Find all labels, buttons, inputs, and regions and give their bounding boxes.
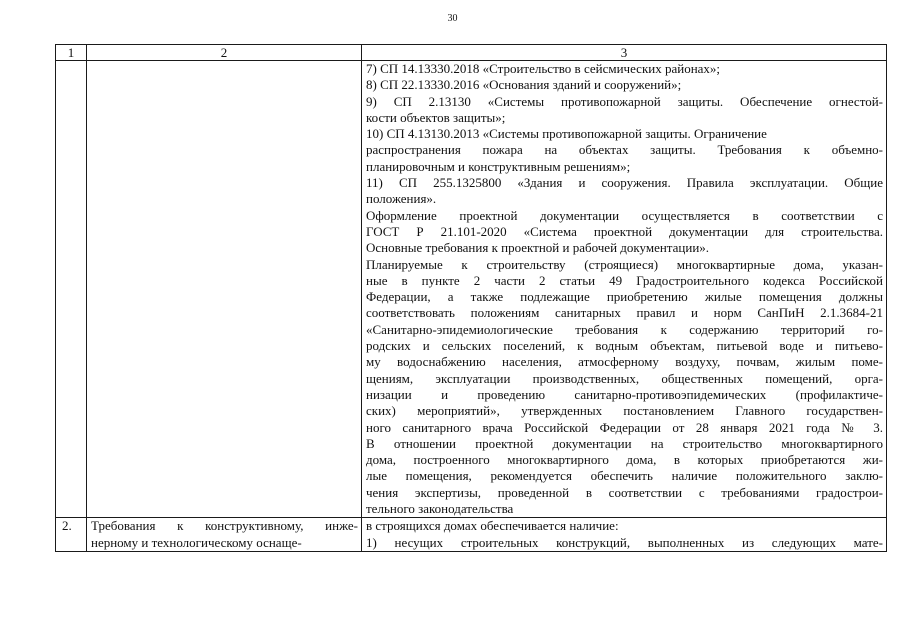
page-number: 30 [447, 13, 458, 24]
text-line: ного санитарного врача Российской Федерации от 28 января 2021 года № 3. [366, 419, 883, 435]
text-line: в строящихся домах обеспечивается наличие: [366, 518, 619, 534]
text-line: родских и сельских поселений, к водным объектам, питьевой воде и питьево- [366, 338, 883, 354]
text-line: распространения пожара на объектах защиты. Требования к объемно- [366, 142, 883, 158]
text-line: 7) СП 14.13330.2018 «Строительство в сейсмических районах»; [366, 61, 721, 76]
text-line: В отношении проектной документации на строительство многоквартирного [366, 435, 883, 451]
title-line: нерному и технологическому оснаще- [91, 534, 302, 550]
title-line: Требования к конструктивному, инже- [91, 518, 358, 534]
row-title-cell [87, 61, 362, 518]
column-header-1: 1 [56, 45, 87, 61]
column-header-2: 2 [87, 45, 362, 61]
table-row-2 [56, 518, 887, 552]
text-line: чения экспертизы, проведенной в соответствии с требованиями градострои- [366, 484, 883, 500]
text-line: му водоснабжению населения, атмосферному воздуху, почвам, жилым поме- [366, 354, 883, 370]
text-line: Планируемые к строительству (строящиеся) многоквартирные дома, указан- [366, 256, 883, 272]
row-text-cell [362, 518, 887, 552]
text-line: 9) СП 2.13130 «Системы противопожарной защиты. Обеспечение огнестой- [366, 93, 883, 109]
row-number-cell [56, 61, 87, 518]
text-line: ные в пункте 2 части 2 статьи 49 Градостроительного кодекса Российской [366, 272, 883, 288]
text-line: планировочным и конструктивным решениям»; [366, 158, 631, 174]
text-line: 11) СП 255.1325800 «Здания и сооружения. Правила эксплуатации. Общие [366, 175, 883, 191]
text-line: тельного законодательства [366, 501, 514, 517]
text-line: кости объектов защиты»; [366, 109, 506, 125]
text-line: низации и проведению санитарно-противоэпидемических (профилактиче- [366, 386, 883, 402]
table-row-continued [56, 61, 887, 518]
text-line: дома, построенного многоквартирного дома, в которых приобретаются жи- [366, 452, 883, 468]
text-line: ГОСТ Р 21.101-2020 «Система проектной документации для строительства. [366, 223, 883, 239]
row-title-cell [87, 518, 362, 552]
text-line: щениям, эксплуатации производственных, общественных помещений, орга- [366, 370, 883, 386]
text-line: 8) СП 22.13330.2016 «Основания зданий и сооружений»; [366, 77, 682, 93]
row-number-cell: 2. [56, 518, 87, 552]
text-line: ских) мероприятий», утвержденных постановлением Главного государствен- [366, 403, 883, 419]
table-header-row [56, 45, 887, 61]
text-line: лые помещения, рекомендуется обеспечить наличие положительного заклю- [366, 468, 883, 484]
requirements-table [55, 44, 887, 552]
text-line: соответствовать положениям санитарных правил и норм СанПиН 2.1.3684-21 [366, 305, 883, 321]
text-line: Основные требования к проектной и рабочей документации». [366, 240, 710, 256]
text-line: Оформление проектной документации осуществляется в соответствии с [366, 207, 883, 223]
column-header-3: 3 [362, 45, 887, 61]
text-line: положения». [366, 191, 437, 207]
text-line: Федерации, а также подлежащие приобретению жилые помещения должны [366, 289, 883, 305]
text-line: 1) несущих строительных конструкций, выполненных из следующих мате- [366, 534, 883, 550]
row-text-cell [362, 61, 887, 518]
text-line: 10) СП 4.13130.2013 «Системы противопожарной защиты. Ограничение [366, 126, 767, 142]
text-line: «Санитарно-эпидемиологические требования к содержанию территорий го- [366, 321, 883, 337]
